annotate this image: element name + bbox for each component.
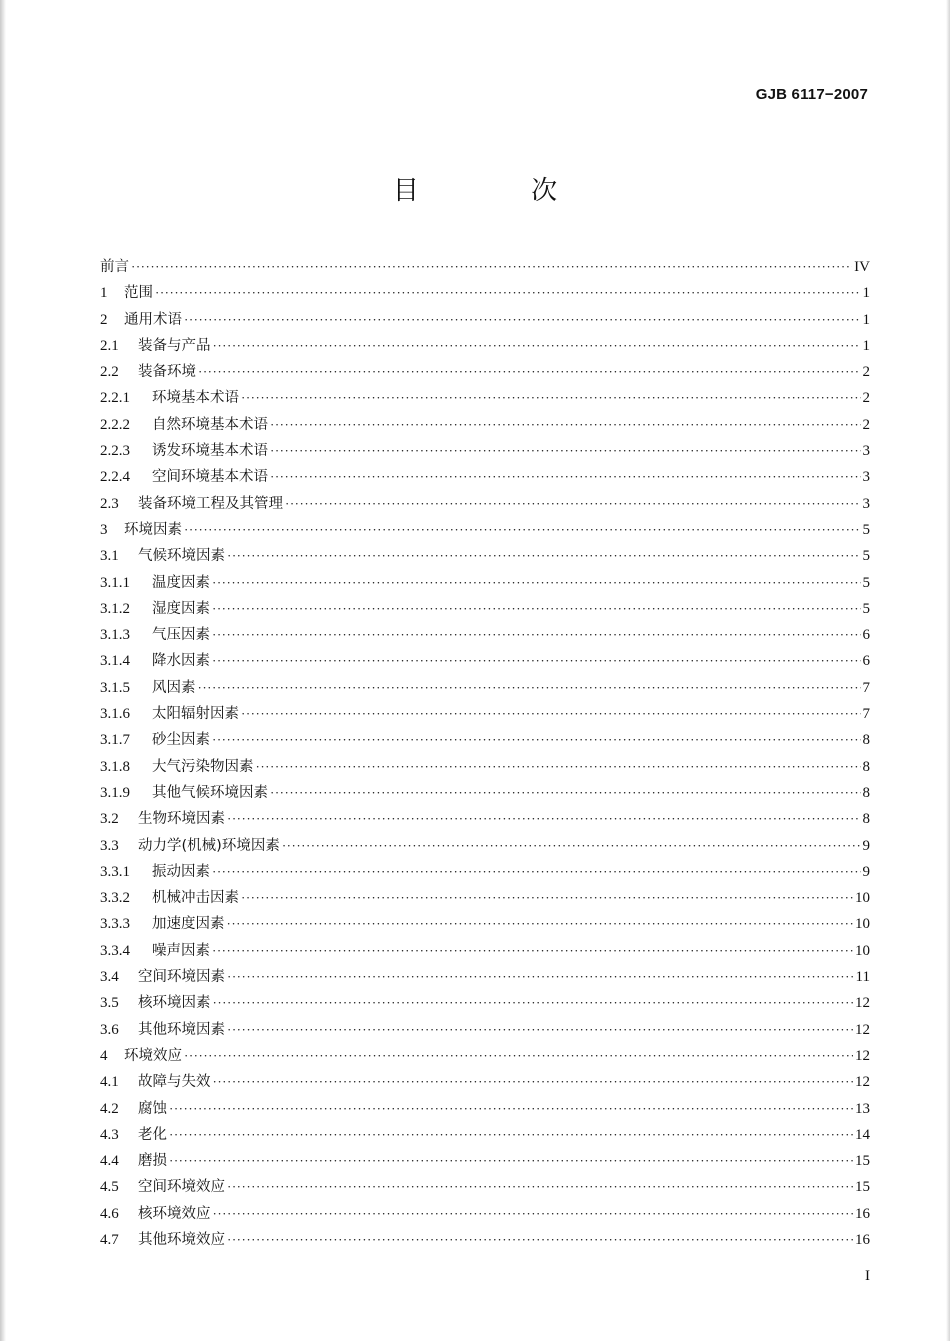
- toc-entry[interactable]: [100, 990, 870, 1016]
- dot-leader: [212, 596, 861, 622]
- toc-entry-page: 12: [855, 1047, 870, 1064]
- toc-entry-number: 3.2: [100, 811, 119, 828]
- toc-entry[interactable]: [100, 806, 870, 832]
- toc-entry[interactable]: [100, 1096, 870, 1122]
- dot-leader: [213, 1069, 854, 1095]
- toc-entry-page: 10: [855, 916, 870, 933]
- dot-leader: [227, 911, 854, 937]
- dot-leader: [282, 833, 861, 859]
- toc-entry-number: 3.1.2: [100, 600, 130, 617]
- toc-entry[interactable]: [100, 385, 870, 411]
- toc-entry[interactable]: [100, 622, 870, 648]
- toc-entry-label: 气压因素: [152, 627, 210, 644]
- toc-entry-page: IV: [854, 259, 870, 275]
- dot-leader: [169, 1122, 853, 1148]
- dot-leader: [270, 438, 861, 464]
- toc-entry-label: 腐蚀: [138, 1100, 167, 1117]
- toc-entry[interactable]: [100, 307, 870, 333]
- toc-entry-number: 3.1.8: [100, 758, 130, 775]
- toc-entry[interactable]: [100, 1201, 870, 1227]
- toc-entry-label: 温度因素: [152, 574, 210, 591]
- toc-entry-page: 15: [855, 1179, 870, 1196]
- toc-entry-page: 16: [855, 1205, 870, 1222]
- toc-entry-label: 砂尘因素: [152, 732, 210, 749]
- toc-entry-number: 3.3.3: [100, 916, 130, 933]
- toc-entry-page: 12: [855, 1074, 870, 1091]
- dot-leader: [241, 701, 861, 727]
- toc-entry[interactable]: [100, 1174, 870, 1200]
- toc-entry-page: 9: [862, 837, 870, 854]
- toc-entry[interactable]: [100, 570, 870, 596]
- toc-entry[interactable]: [100, 596, 870, 622]
- dot-leader: [213, 1201, 854, 1227]
- dot-leader: [212, 570, 861, 596]
- toc-entry-page: 3: [862, 495, 870, 512]
- toc-entry[interactable]: [100, 517, 870, 543]
- toc-entry-number: 4.7: [100, 1231, 119, 1248]
- dot-leader: [198, 675, 861, 701]
- toc-entry-page: 3: [862, 469, 870, 486]
- toc-entry-label: 湿度因素: [152, 600, 210, 617]
- toc-entry-page: 8: [862, 758, 870, 775]
- toc-entry-page: 1: [862, 337, 870, 354]
- dot-leader: [285, 491, 861, 517]
- dot-leader: [227, 964, 854, 990]
- toc-entry-number: 3.1.6: [100, 706, 130, 723]
- toc-entry[interactable]: [100, 280, 870, 306]
- toc-entry-number: 2: [100, 311, 108, 328]
- dot-leader: [212, 727, 861, 753]
- page-title: 目 次: [392, 176, 610, 206]
- toc-entry-label: 振动因素: [152, 863, 210, 880]
- toc-entry-page: 13: [855, 1100, 870, 1117]
- toc-entry[interactable]: [100, 859, 870, 885]
- toc-entry-page: 1: [862, 311, 870, 328]
- toc-entry[interactable]: [100, 727, 870, 753]
- toc-entry-page: 8: [862, 784, 870, 801]
- toc-entry-page: 16: [855, 1231, 870, 1248]
- dot-leader: [227, 806, 861, 832]
- toc-entry-number: 2.2.4: [100, 469, 130, 486]
- toc-entry-number: 2.1: [100, 337, 119, 354]
- toc-entry-label: 范围: [124, 285, 153, 302]
- toc-entry-label: 核环境效应: [138, 1205, 211, 1222]
- dot-leader: [212, 938, 853, 964]
- dot-leader: [256, 754, 861, 780]
- toc-entry[interactable]: [100, 543, 870, 569]
- toc-entry-number: 3.1: [100, 548, 119, 565]
- toc-entry-label: 故障与失效: [138, 1074, 211, 1091]
- toc-entry-number: 3.6: [100, 1021, 119, 1038]
- standard-code: GJB 6117−2007: [755, 86, 868, 103]
- toc-entry-page: 8: [862, 732, 870, 749]
- toc-entry-number: 3.1.4: [100, 653, 130, 670]
- toc-entry-label: 其他环境因素: [138, 1021, 225, 1038]
- toc-entry-page: 5: [862, 574, 870, 591]
- toc-entry-label: 其他气候环境因素: [152, 784, 268, 801]
- dot-leader: [227, 1227, 853, 1253]
- toc-entry[interactable]: [100, 491, 870, 517]
- toc-entry-page: 15: [855, 1153, 870, 1170]
- toc-entry-number: 3: [100, 521, 108, 538]
- toc-entry[interactable]: [100, 412, 870, 438]
- dot-leader: [169, 1096, 853, 1122]
- toc-entry-page: 2: [862, 364, 870, 381]
- toc-entry[interactable]: [100, 464, 870, 490]
- toc-entry-number: 3.1.1: [100, 574, 130, 591]
- toc-entry[interactable]: [100, 964, 870, 990]
- page-number: I: [865, 1268, 870, 1284]
- toc-entry-label: 自然环境基本术语: [152, 416, 268, 433]
- toc-entry-number: 2.2.1: [100, 390, 130, 407]
- toc-entry-label: 装备环境工程及其管理: [138, 495, 283, 512]
- dot-leader: [198, 359, 861, 385]
- toc-entry-label: 环境基本术语: [152, 390, 239, 407]
- toc-entry-number: 3.3.4: [100, 942, 130, 959]
- toc-entry-number: 2.2: [100, 364, 119, 381]
- toc-entry-label: 大气污染物因素: [152, 758, 254, 775]
- dot-leader: [184, 1043, 853, 1069]
- toc-entry-page: 7: [862, 706, 870, 723]
- toc-entry-number: 4.1: [100, 1074, 119, 1091]
- toc-entry-page: 10: [855, 942, 870, 959]
- toc-entry-label: 环境效应: [124, 1047, 182, 1064]
- toc-entry[interactable]: [100, 780, 870, 806]
- dot-leader: [212, 648, 861, 674]
- toc-entry-page: 5: [862, 548, 870, 565]
- toc-entry-page: 12: [855, 1021, 870, 1038]
- toc-entry-label: 老化: [138, 1126, 167, 1143]
- toc-entry-label: 降水因素: [152, 653, 210, 670]
- toc-entry[interactable]: [100, 1122, 870, 1148]
- toc-entry[interactable]: [100, 701, 870, 727]
- toc-entry[interactable]: [100, 333, 870, 359]
- toc-entry-page: 3: [862, 443, 870, 460]
- dot-leader: [212, 859, 861, 885]
- toc-entry-page: 2: [862, 416, 870, 433]
- toc-entry-page: 6: [862, 627, 870, 644]
- toc-entry-label: 磨损: [138, 1153, 167, 1170]
- toc-entry[interactable]: [100, 254, 870, 280]
- dot-leader: [212, 622, 861, 648]
- toc-entry-page: 2: [862, 390, 870, 407]
- dot-leader: [270, 780, 861, 806]
- toc-entry[interactable]: [100, 911, 870, 937]
- toc-entry[interactable]: [100, 648, 870, 674]
- toc-entry-label: 噪声因素: [152, 942, 210, 959]
- toc-entry-label: 空间环境效应: [138, 1179, 225, 1196]
- toc-entry-label: 装备环境: [138, 364, 196, 381]
- dot-leader: [227, 543, 861, 569]
- table-of-contents: [100, 254, 870, 1253]
- toc-entry-page: 7: [862, 679, 870, 696]
- toc-entry-label: 空间环境基本术语: [152, 469, 268, 486]
- dot-leader: [241, 885, 853, 911]
- toc-entry-page: 12: [855, 995, 870, 1012]
- toc-entry[interactable]: [100, 833, 870, 859]
- toc-entry-number: 4: [100, 1047, 108, 1064]
- toc-entry-page: 10: [855, 890, 870, 907]
- toc-entry-number: 3.3: [100, 837, 119, 854]
- dot-leader: [270, 464, 861, 490]
- toc-entry-page: 5: [862, 521, 870, 538]
- toc-entry-number: 4.3: [100, 1126, 119, 1143]
- toc-entry-label: 风因素: [152, 679, 196, 696]
- toc-entry-label: 核环境因素: [138, 995, 211, 1012]
- dot-leader: [213, 990, 854, 1016]
- dot-leader: [184, 307, 861, 333]
- toc-entry-number: 2.2.3: [100, 443, 130, 460]
- toc-entry-number: 1: [100, 285, 108, 302]
- toc-entry-page: 14: [855, 1126, 870, 1143]
- toc-entry-label: 环境因素: [124, 521, 182, 538]
- toc-entry-label: 加速度因素: [152, 916, 225, 933]
- dot-leader: [169, 1148, 853, 1174]
- dot-leader: [270, 412, 861, 438]
- toc-entry[interactable]: [100, 1148, 870, 1174]
- toc-entry-number: 2.3: [100, 495, 119, 512]
- toc-entry-page: 8: [862, 811, 870, 828]
- toc-entry-number: 3.1.7: [100, 732, 130, 749]
- toc-entry[interactable]: [100, 438, 870, 464]
- toc-entry-page: 1: [862, 285, 870, 302]
- dot-leader: [131, 254, 852, 280]
- toc-entry[interactable]: [100, 938, 870, 964]
- toc-entry-label: 机械冲击因素: [152, 890, 239, 907]
- dot-leader: [213, 333, 861, 359]
- dot-leader: [227, 1174, 853, 1200]
- toc-entry-number: 3.3.1: [100, 863, 130, 880]
- toc-entry-page: 6: [862, 653, 870, 670]
- toc-entry-label: 通用术语: [124, 311, 182, 328]
- toc-entry-number: 3.5: [100, 995, 119, 1012]
- toc-entry-label: 空间环境因素: [138, 969, 225, 986]
- toc-entry-label: 气候环境因素: [138, 548, 225, 565]
- dot-leader: [227, 1017, 853, 1043]
- toc-entry-number: 3.1.5: [100, 679, 130, 696]
- dot-leader: [241, 385, 861, 411]
- toc-entry[interactable]: [100, 1227, 870, 1253]
- toc-entry-number: 2.2.2: [100, 416, 130, 433]
- toc-entry-number: 4.2: [100, 1100, 119, 1117]
- toc-entry-page: 11: [855, 969, 870, 986]
- toc-entry[interactable]: [100, 885, 870, 911]
- toc-entry-number: 4.6: [100, 1205, 119, 1222]
- toc-entry[interactable]: [100, 754, 870, 780]
- toc-entry-label: 前言: [100, 259, 129, 275]
- toc-entry-number: 4.5: [100, 1179, 119, 1196]
- toc-entry-number: 3.4: [100, 969, 119, 986]
- toc-entry-number: 3.3.2: [100, 890, 130, 907]
- toc-entry-page: 9: [862, 863, 870, 880]
- toc-entry-label: 生物环境因素: [138, 811, 225, 828]
- toc-entry-number: 4.4: [100, 1153, 119, 1170]
- toc-entry[interactable]: [100, 1017, 870, 1043]
- toc-entry-label: 诱发环境基本术语: [152, 443, 268, 460]
- toc-entry[interactable]: [100, 359, 870, 385]
- toc-entry-label: 装备与产品: [138, 337, 211, 354]
- toc-entry-label: 动力学(机械)环境因素: [138, 837, 280, 854]
- dot-leader: [184, 517, 861, 543]
- toc-entry[interactable]: [100, 1043, 870, 1069]
- toc-entry[interactable]: [100, 675, 870, 701]
- toc-entry-number: 3.1.3: [100, 627, 130, 644]
- dot-leader: [155, 280, 861, 306]
- toc-entry-number: 3.1.9: [100, 784, 130, 801]
- toc-entry-label: 其他环境效应: [138, 1231, 225, 1248]
- toc-entry[interactable]: [100, 1069, 870, 1095]
- toc-entry-label: 太阳辐射因素: [152, 706, 239, 723]
- toc-entry-page: 5: [862, 600, 870, 617]
